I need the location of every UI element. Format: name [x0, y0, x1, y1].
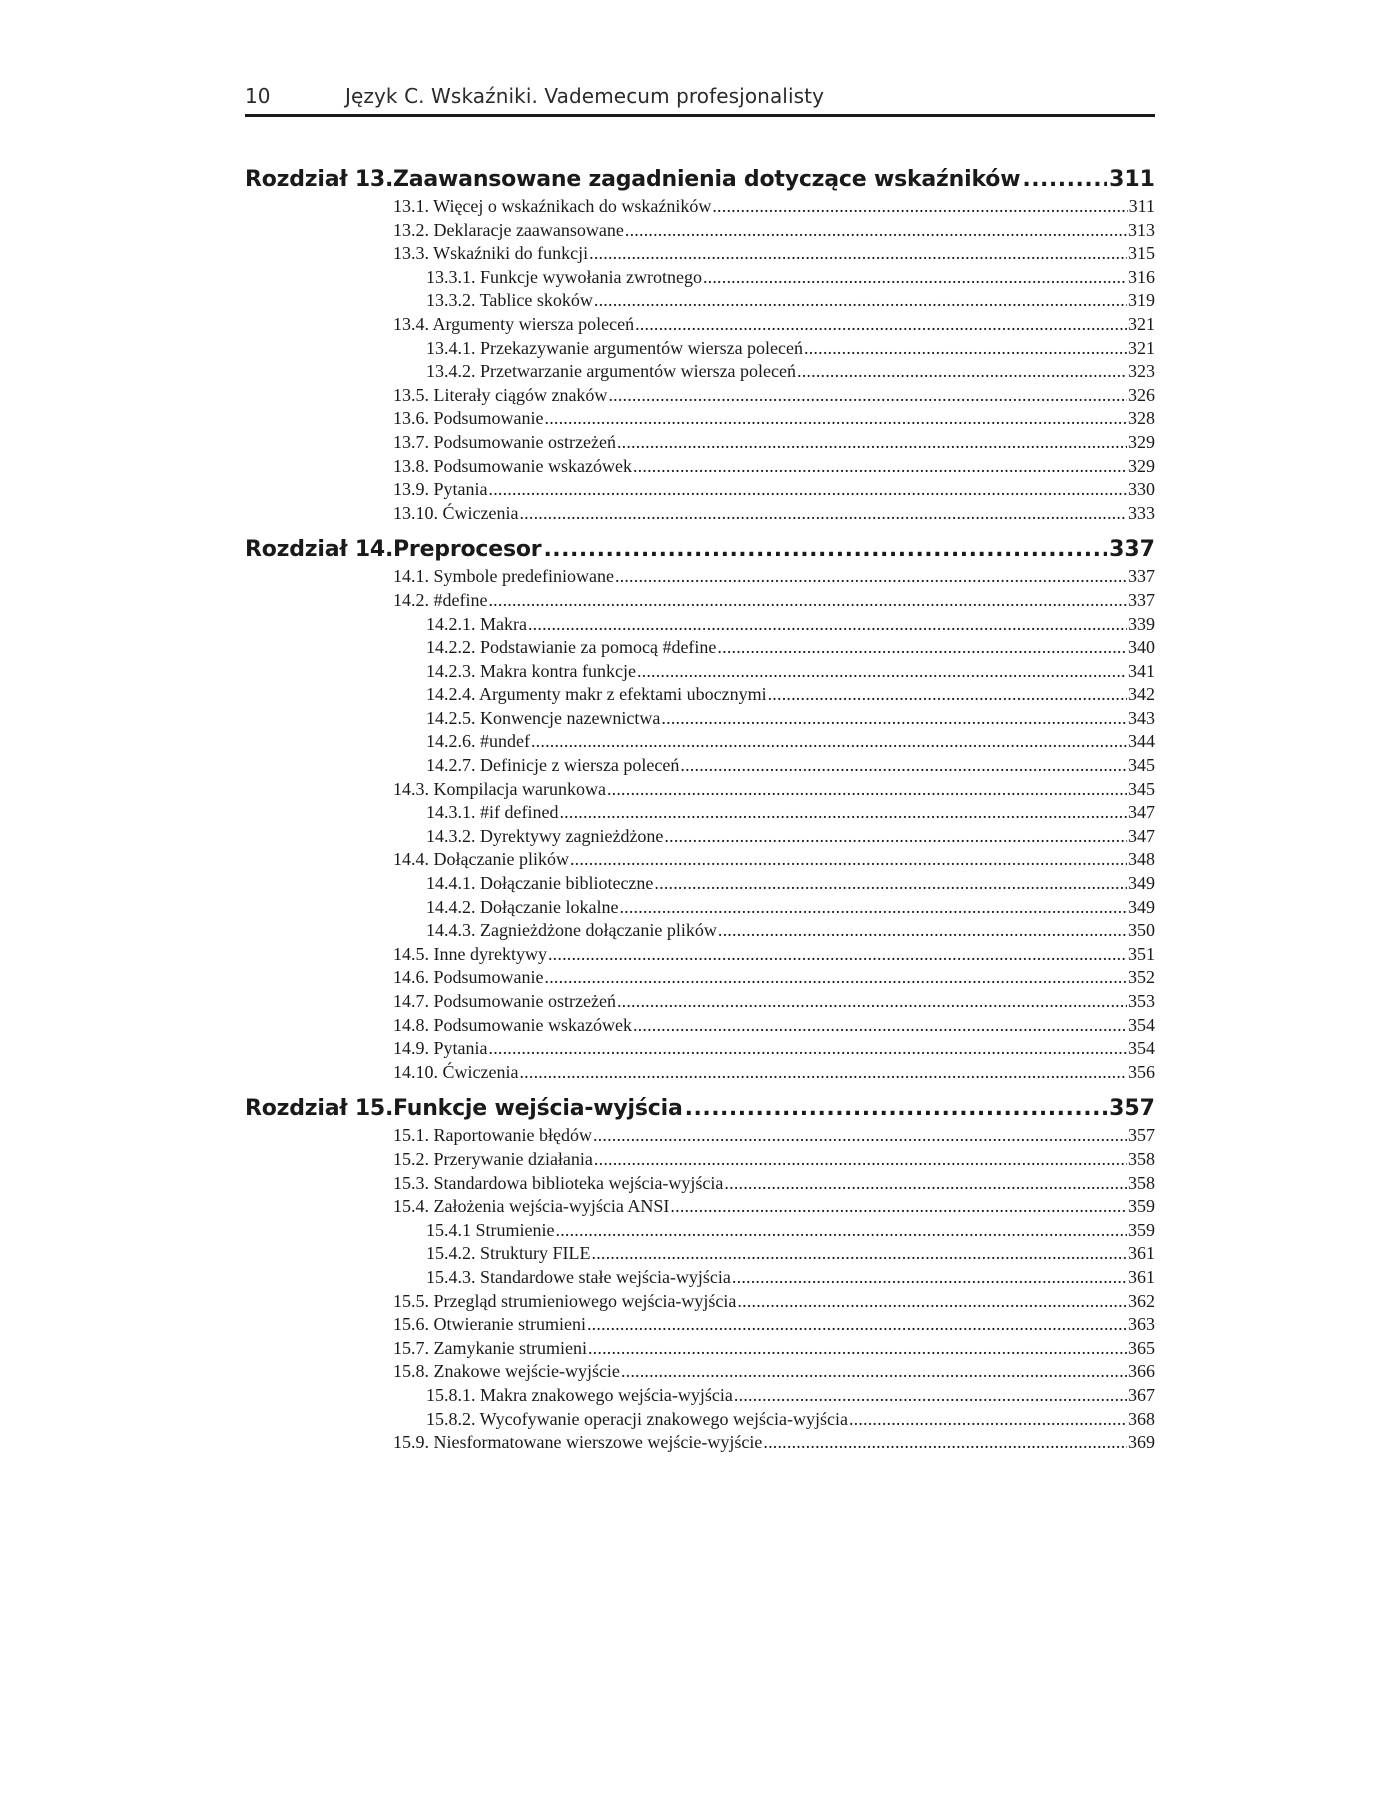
entry-page-number: 347 — [1128, 802, 1155, 823]
entry-page-number: 321 — [1128, 313, 1155, 334]
chapter-title-line — [393, 534, 1155, 565]
toc-subsection-entry — [426, 825, 1155, 849]
dot-leader — [804, 337, 1127, 361]
toc-subsection-entry — [426, 360, 1155, 384]
entry-title: 14.4. Dołączanie plików — [393, 849, 569, 870]
entry-title: 13.3.2. Tablice skoków — [426, 290, 593, 311]
toc-subsection-entry — [426, 660, 1155, 684]
toc-subsection-entry — [426, 289, 1155, 313]
toc-section-entry — [393, 990, 1155, 1014]
entry-page-number: 348 — [1128, 849, 1155, 870]
dot-leader — [488, 589, 1127, 613]
dot-leader — [617, 990, 1127, 1014]
dot-leader — [592, 1242, 1128, 1266]
chapter-title-line — [393, 1093, 1155, 1124]
entry-title: 15.2. Przerywanie działania — [393, 1148, 593, 1169]
entry-title: 14.2.6. #undef — [426, 731, 530, 752]
entry-page-number: 343 — [1128, 707, 1155, 728]
entry-page-number: 333 — [1128, 502, 1155, 523]
entry-page-number: 361 — [1128, 1266, 1155, 1287]
entry-title: 14.7. Podsumowanie ostrzeżeń — [393, 991, 616, 1011]
chapter-page-number: 311 — [1109, 167, 1155, 192]
toc-subsection-entry — [426, 896, 1155, 920]
entry-page-number: 329 — [1128, 455, 1155, 476]
dot-leader — [633, 455, 1127, 479]
dot-leader — [633, 1014, 1127, 1038]
entry-title: 13.2. Deklaracje zaawansowane — [393, 219, 624, 240]
entry-title: 15.4.1 Strumienie — [426, 1219, 555, 1240]
table-of-contents — [245, 164, 1155, 1455]
dot-leader — [543, 534, 1107, 565]
entry-page-number: 352 — [1128, 967, 1155, 988]
toc-subsection-entry — [426, 1219, 1155, 1243]
entry-title: 15.4.3. Standardowe stałe wejścia-wyjścia — [426, 1266, 731, 1287]
entry-page-number: 347 — [1128, 825, 1155, 846]
dot-leader — [680, 754, 1127, 778]
entry-title: 13.5. Literały ciągów znaków — [393, 384, 608, 405]
entry-page-number: 350 — [1128, 920, 1155, 941]
dot-leader — [654, 872, 1127, 896]
entry-page-number: 311 — [1128, 196, 1155, 216]
dot-leader — [519, 1061, 1127, 1085]
entry-page-number: 321 — [1128, 337, 1155, 358]
dot-leader — [556, 1219, 1128, 1243]
entry-page-number: 349 — [1128, 873, 1155, 894]
dot-leader — [734, 1384, 1127, 1408]
toc-section-entry — [393, 1014, 1155, 1038]
toc-section-entry — [393, 478, 1155, 502]
entry-title: 15.1. Raportowanie błędów — [393, 1125, 592, 1146]
entry-title: 14.5. Inne dyrektywy — [393, 943, 547, 964]
entry-page-number: 368 — [1128, 1408, 1155, 1429]
entry-page-number: 326 — [1128, 384, 1155, 405]
toc-section-entry — [393, 848, 1155, 872]
toc-subsection-entry — [426, 1266, 1155, 1290]
entry-page-number: 342 — [1128, 684, 1155, 705]
entry-title: 15.7. Zamykanie strumieni — [393, 1337, 587, 1358]
entry-title: 13.3.1. Funkcje wywołania zwrotnego — [426, 266, 702, 287]
toc-section-entry — [393, 778, 1155, 802]
entry-title: 15.8. Znakowe wejście-wyjście — [393, 1361, 620, 1382]
dot-leader — [545, 966, 1128, 990]
entry-page-number: 366 — [1128, 1361, 1155, 1382]
entry-page-number: 313 — [1128, 219, 1155, 240]
dot-leader — [570, 848, 1127, 872]
dot-leader — [587, 1313, 1127, 1337]
dot-leader — [607, 778, 1127, 802]
dot-leader — [717, 636, 1127, 660]
entry-page-number: 344 — [1128, 731, 1155, 752]
entry-title: 13.4. Argumenty wiersza poleceń — [393, 313, 635, 334]
toc-section-entry — [393, 966, 1155, 990]
book-title: Język C. Wskaźniki. Vademecum profesjonalisty — [345, 84, 825, 108]
dot-leader — [519, 502, 1127, 526]
toc-section-entry — [393, 384, 1155, 408]
toc-subsection-entry — [426, 707, 1155, 731]
entry-title: 14.1. Symbole predefiniowane — [393, 566, 614, 587]
entry-title: 14.2.1. Makra — [426, 613, 527, 634]
entry-title: 13.7. Podsumowanie ostrzeżeń — [393, 431, 616, 452]
dot-leader — [797, 360, 1127, 384]
entry-title: 14.2.5. Konwencje nazewnictwa — [426, 707, 661, 728]
dot-leader — [615, 565, 1127, 589]
entry-title: 14.6. Podsumowanie — [393, 967, 544, 988]
entry-title: 14.4.3. Zagnieżdżone dołączanie plików — [426, 920, 717, 941]
toc-section-entry — [393, 1360, 1155, 1384]
dot-leader — [594, 289, 1127, 313]
entry-page-number: 363 — [1128, 1314, 1155, 1335]
entry-title: 15.4. Założenia wejścia-wyjścia ANSI — [393, 1196, 670, 1217]
toc-section-entry — [393, 1195, 1155, 1219]
entry-title: 15.9. Niesformatowane wierszowe wejście-wyjście — [393, 1432, 763, 1453]
entry-page-number: 358 — [1128, 1148, 1155, 1169]
entry-title: 13.1. Więcej o wskaźnikach do wskaźników — [393, 196, 712, 216]
entry-page-number: 345 — [1128, 755, 1155, 776]
dot-leader — [559, 801, 1127, 825]
dot-leader — [548, 943, 1127, 967]
entry-title: 15.4.2. Struktury FILE — [426, 1243, 591, 1264]
dot-leader — [635, 313, 1127, 337]
dot-leader — [637, 660, 1127, 684]
entry-page-number: 319 — [1128, 290, 1155, 311]
chapter-page-number: 337 — [1109, 537, 1155, 563]
chapter-title: Funkcje wejścia-wyjścia — [393, 1096, 683, 1122]
toc-subsection-entry — [426, 801, 1155, 825]
entry-title: 13.3. Wskaźniki do funkcji — [393, 243, 589, 264]
toc-subsection-entry — [426, 636, 1155, 660]
entry-page-number: 337 — [1128, 589, 1155, 610]
entry-page-number: 365 — [1128, 1337, 1155, 1358]
dot-leader — [621, 1360, 1127, 1384]
entry-title: 15.8.2. Wycofywanie operacji znakowego wejścia-wyjścia — [426, 1408, 848, 1429]
toc-subsection-entry — [426, 754, 1155, 778]
entry-page-number: 369 — [1128, 1432, 1155, 1453]
toc-section-entry — [393, 1061, 1155, 1085]
entry-title: 13.9. Pytania — [393, 479, 488, 500]
dot-leader — [528, 613, 1127, 637]
entry-title: 14.2.7. Definicje z wiersza poleceń — [426, 755, 680, 776]
dot-leader — [685, 1093, 1107, 1124]
toc-section-entry — [393, 502, 1155, 526]
entry-page-number: 367 — [1128, 1384, 1155, 1405]
toc-subsection-entry — [426, 266, 1155, 290]
entry-title: 14.2. #define — [393, 589, 488, 610]
toc-subsection-entry — [426, 872, 1155, 896]
toc-subsection-entry — [426, 1384, 1155, 1408]
toc-section-entry — [393, 1290, 1155, 1314]
dot-leader — [664, 825, 1127, 849]
entry-title: 14.2.2. Podstawianie za pomocą #define — [426, 637, 717, 658]
entry-title: 14.3.2. Dyrektywy zagnieżdżone — [426, 825, 664, 846]
entry-page-number: 316 — [1128, 266, 1155, 287]
entry-page-number: 351 — [1128, 943, 1155, 964]
toc-section-entry — [393, 407, 1155, 431]
dot-leader — [849, 1408, 1127, 1432]
entry-page-number: 345 — [1128, 778, 1155, 799]
dot-leader — [670, 1195, 1127, 1219]
toc-section-entry — [393, 1124, 1155, 1148]
entry-title: 14.8. Podsumowanie wskazówek — [393, 1014, 632, 1035]
running-header — [245, 84, 1155, 117]
toc-subsection-entry — [426, 1242, 1155, 1266]
toc-section-entry — [393, 1337, 1155, 1361]
toc-subsection-entry — [426, 613, 1155, 637]
entry-title: 15.3. Standardowa biblioteka wejścia-wyjścia — [393, 1172, 724, 1193]
dot-leader — [737, 1290, 1127, 1314]
toc-section-entry — [393, 195, 1155, 219]
entry-title: 14.4.1. Dołączanie biblioteczne — [426, 873, 654, 894]
dot-leader — [712, 195, 1127, 219]
entry-page-number: 330 — [1128, 479, 1155, 500]
toc-section-entry — [393, 219, 1155, 243]
entry-page-number: 354 — [1128, 1014, 1155, 1035]
chapter-label: Rozdział 13. — [245, 167, 394, 192]
dot-leader — [531, 730, 1127, 754]
entry-title: 14.2.4. Argumenty makr z efektami ubocznymi — [426, 684, 767, 705]
toc-section-entry — [393, 431, 1155, 455]
toc-section-entry — [393, 1172, 1155, 1196]
chapter-title: Zaawansowane zagadnienia dotyczące wskaźników — [393, 167, 1021, 192]
toc-section-entry — [393, 589, 1155, 613]
entry-page-number: 337 — [1128, 566, 1155, 587]
entry-title: 14.10. Ćwiczenia — [393, 1061, 519, 1082]
entry-page-number: 340 — [1128, 637, 1155, 658]
entry-page-number: 356 — [1128, 1061, 1155, 1082]
chapter-label: Rozdział 15. — [245, 1096, 394, 1122]
entry-page-number: 341 — [1128, 660, 1155, 681]
entry-page-number: 354 — [1128, 1038, 1155, 1059]
toc-section-entry — [393, 242, 1155, 266]
entry-title: 14.3.1. #if defined — [426, 802, 559, 823]
toc-subsection-entry — [426, 1408, 1155, 1432]
dot-leader — [617, 431, 1127, 455]
entry-title: 13.4.1. Przekazywanie argumentów wiersza poleceń — [426, 337, 804, 358]
chapter-heading — [245, 534, 1155, 565]
entry-page-number: 361 — [1128, 1243, 1155, 1264]
dot-leader — [724, 1172, 1127, 1196]
chapter-title: Preprocesor — [393, 537, 542, 563]
entry-title: 14.4.2. Dołączanie lokalne — [426, 896, 619, 917]
entry-page-number: 323 — [1128, 361, 1155, 382]
toc-section-entry — [393, 455, 1155, 479]
toc-subsection-entry — [426, 683, 1155, 707]
entry-title: 15.5. Przegląd strumieniowego wejścia-wyjścia — [393, 1290, 737, 1311]
entry-page-number: 358 — [1128, 1172, 1155, 1193]
toc-section-entry — [393, 1037, 1155, 1061]
toc-subsection-entry — [426, 337, 1155, 361]
chapter-page-number: 357 — [1109, 1096, 1155, 1122]
chapter-heading — [245, 164, 1155, 195]
toc-section-entry — [393, 1431, 1155, 1455]
entry-page-number: 349 — [1128, 896, 1155, 917]
entry-page-number: 328 — [1128, 408, 1155, 429]
page-number: 10 — [245, 84, 271, 108]
toc-section-entry — [393, 943, 1155, 967]
dot-leader — [489, 478, 1128, 502]
entry-title: 13.6. Podsumowanie — [393, 408, 544, 429]
entry-page-number: 357 — [1128, 1125, 1155, 1146]
dot-leader — [619, 896, 1127, 920]
toc-subsection-entry — [426, 919, 1155, 943]
entry-title: 13.10. Ćwiczenia — [393, 502, 519, 523]
dot-leader — [703, 266, 1127, 290]
toc-section-entry — [393, 313, 1155, 337]
chapter-section — [245, 164, 1155, 525]
dot-leader — [718, 919, 1127, 943]
entry-page-number: 339 — [1128, 613, 1155, 634]
dot-leader — [625, 219, 1127, 243]
entry-title: 15.8.1. Makra znakowego wejścia-wyjścia — [426, 1384, 733, 1405]
chapter-heading — [245, 1093, 1155, 1124]
chapter-title-line — [393, 164, 1155, 195]
dot-leader — [768, 683, 1127, 707]
dot-leader — [1022, 164, 1107, 195]
toc-section-entry — [393, 1313, 1155, 1337]
dot-leader — [588, 1337, 1127, 1361]
entry-page-number: 315 — [1128, 243, 1155, 264]
dot-leader — [608, 384, 1127, 408]
entry-title: 13.8. Podsumowanie wskazówek — [393, 455, 632, 476]
toc-section-entry — [393, 565, 1155, 589]
chapter-section — [245, 1093, 1155, 1454]
dot-leader — [763, 1431, 1127, 1455]
dot-leader — [594, 1148, 1127, 1172]
dot-leader — [661, 707, 1127, 731]
dot-leader — [732, 1266, 1127, 1290]
dot-leader — [593, 1124, 1127, 1148]
entry-title: 14.9. Pytania — [393, 1038, 488, 1059]
entry-page-number: 359 — [1128, 1196, 1155, 1217]
entry-title: 14.2.3. Makra kontra funkcje — [426, 660, 636, 681]
toc-section-entry — [393, 1148, 1155, 1172]
entry-title: 13.4.2. Przetwarzanie argumentów wiersza poleceń — [426, 361, 797, 382]
entry-title: 14.3. Kompilacja warunkowa — [393, 778, 606, 799]
chapter-section — [245, 534, 1155, 1084]
entry-page-number: 329 — [1128, 431, 1155, 452]
dot-leader — [489, 1037, 1128, 1061]
chapter-label: Rozdział 14. — [245, 537, 394, 563]
entry-page-number: 353 — [1128, 991, 1155, 1011]
toc-subsection-entry — [426, 730, 1155, 754]
entry-page-number: 359 — [1128, 1219, 1155, 1240]
entry-page-number: 362 — [1128, 1290, 1155, 1311]
entry-title: 15.6. Otwieranie strumieni — [393, 1314, 586, 1335]
dot-leader — [589, 242, 1127, 266]
dot-leader — [545, 407, 1128, 431]
